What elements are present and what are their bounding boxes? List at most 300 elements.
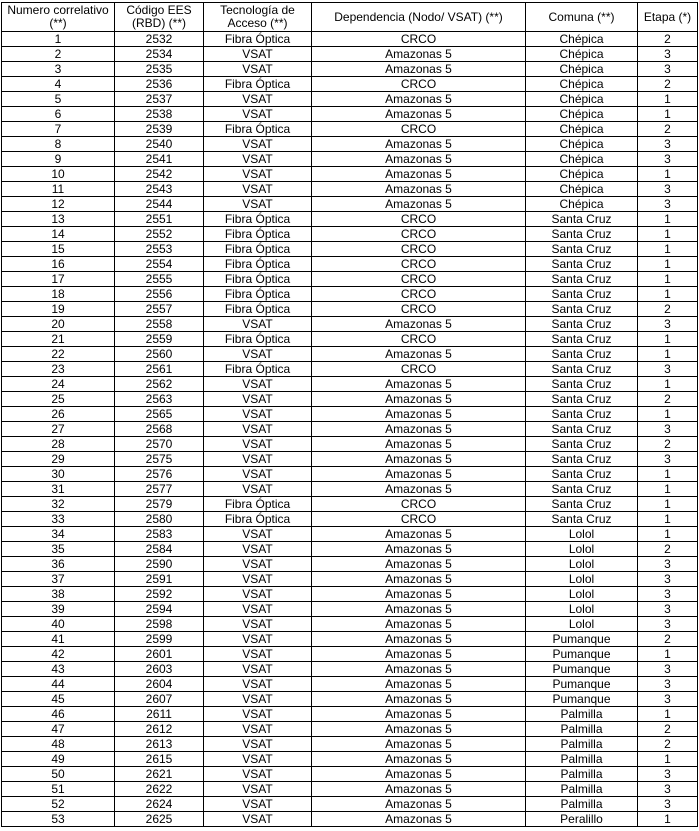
table-row bbox=[2, 77, 698, 92]
cell-codigo: 2536 bbox=[115, 77, 204, 92]
cell-dependencia: Amazonas 5 bbox=[312, 557, 526, 572]
table-row bbox=[2, 212, 698, 227]
table-row bbox=[2, 767, 698, 782]
cell-comuna: Santa Cruz bbox=[526, 482, 638, 497]
cell-etapa: 2 bbox=[638, 392, 698, 407]
cell-tecnologia: VSAT bbox=[204, 317, 312, 332]
cell-numero: 21 bbox=[2, 332, 115, 347]
cell-codigo: 2583 bbox=[115, 527, 204, 542]
cell-dependencia: Amazonas 5 bbox=[312, 317, 526, 332]
cell-numero: 34 bbox=[2, 527, 115, 542]
cell-comuna: Lolol bbox=[526, 617, 638, 632]
cell-tecnologia: VSAT bbox=[204, 392, 312, 407]
cell-tecnologia: VSAT bbox=[204, 677, 312, 692]
cell-dependencia: Amazonas 5 bbox=[312, 647, 526, 662]
cell-comuna: Santa Cruz bbox=[526, 497, 638, 512]
cell-codigo: 2558 bbox=[115, 317, 204, 332]
cell-numero: 8 bbox=[2, 137, 115, 152]
cell-comuna: Lolol bbox=[526, 542, 638, 557]
cell-numero: 28 bbox=[2, 437, 115, 452]
cell-etapa: 3 bbox=[638, 362, 698, 377]
cell-numero: 46 bbox=[2, 707, 115, 722]
cell-dependencia: Amazonas 5 bbox=[312, 167, 526, 182]
cell-etapa: 2 bbox=[638, 632, 698, 647]
cell-comuna: Chépica bbox=[526, 152, 638, 167]
cell-dependencia: CRCO bbox=[312, 302, 526, 317]
table-row bbox=[2, 692, 698, 707]
table-row bbox=[2, 467, 698, 482]
cell-etapa: 1 bbox=[638, 647, 698, 662]
cell-numero: 6 bbox=[2, 107, 115, 122]
cell-numero: 40 bbox=[2, 617, 115, 632]
cell-tecnologia: Fibra Óptica bbox=[204, 242, 312, 257]
cell-tecnologia: VSAT bbox=[204, 437, 312, 452]
cell-etapa: 3 bbox=[638, 422, 698, 437]
cell-numero: 7 bbox=[2, 122, 115, 137]
cell-codigo: 2598 bbox=[115, 617, 204, 632]
cell-dependencia: CRCO bbox=[312, 362, 526, 377]
cell-numero: 41 bbox=[2, 632, 115, 647]
cell-numero: 49 bbox=[2, 752, 115, 767]
cell-dependencia: Amazonas 5 bbox=[312, 92, 526, 107]
table-row bbox=[2, 617, 698, 632]
cell-numero: 36 bbox=[2, 557, 115, 572]
cell-codigo: 2556 bbox=[115, 287, 204, 302]
cell-tecnologia: Fibra Óptica bbox=[204, 332, 312, 347]
cell-tecnologia: VSAT bbox=[204, 542, 312, 557]
table-row bbox=[2, 557, 698, 572]
cell-tecnologia: Fibra Óptica bbox=[204, 287, 312, 302]
cell-codigo: 2535 bbox=[115, 62, 204, 77]
cell-codigo: 2622 bbox=[115, 782, 204, 797]
cell-comuna: Palmilla bbox=[526, 767, 638, 782]
cell-dependencia: Amazonas 5 bbox=[312, 407, 526, 422]
cell-comuna: Pumanque bbox=[526, 647, 638, 662]
table-row bbox=[2, 722, 698, 737]
cell-etapa: 1 bbox=[638, 332, 698, 347]
cell-dependencia: CRCO bbox=[312, 32, 526, 47]
cell-comuna: Santa Cruz bbox=[526, 302, 638, 317]
cell-codigo: 2604 bbox=[115, 677, 204, 692]
table-row bbox=[2, 392, 698, 407]
cell-etapa: 1 bbox=[638, 107, 698, 122]
cell-dependencia: CRCO bbox=[312, 332, 526, 347]
cell-etapa: 3 bbox=[638, 452, 698, 467]
cell-etapa: 1 bbox=[638, 707, 698, 722]
cell-dependencia: Amazonas 5 bbox=[312, 392, 526, 407]
cell-dependencia: Amazonas 5 bbox=[312, 632, 526, 647]
cell-dependencia: Amazonas 5 bbox=[312, 527, 526, 542]
cell-dependencia: Amazonas 5 bbox=[312, 767, 526, 782]
table-row bbox=[2, 152, 698, 167]
cell-tecnologia: VSAT bbox=[204, 797, 312, 812]
cell-codigo: 2553 bbox=[115, 242, 204, 257]
table-row bbox=[2, 797, 698, 812]
cell-codigo: 2599 bbox=[115, 632, 204, 647]
cell-dependencia: CRCO bbox=[312, 242, 526, 257]
cell-dependencia: Amazonas 5 bbox=[312, 137, 526, 152]
cell-tecnologia: Fibra Óptica bbox=[204, 32, 312, 47]
cell-codigo: 2562 bbox=[115, 377, 204, 392]
cell-comuna: Santa Cruz bbox=[526, 392, 638, 407]
cell-etapa: 1 bbox=[638, 92, 698, 107]
cell-etapa: 2 bbox=[638, 122, 698, 137]
cell-tecnologia: VSAT bbox=[204, 692, 312, 707]
cell-tecnologia: VSAT bbox=[204, 752, 312, 767]
cell-comuna: Santa Cruz bbox=[526, 512, 638, 527]
cell-etapa: 1 bbox=[638, 407, 698, 422]
cell-dependencia: CRCO bbox=[312, 512, 526, 527]
cell-etapa: 1 bbox=[638, 482, 698, 497]
cell-codigo: 2576 bbox=[115, 467, 204, 482]
table-body bbox=[2, 32, 698, 827]
cell-codigo: 2565 bbox=[115, 407, 204, 422]
cell-etapa: 3 bbox=[638, 617, 698, 632]
cell-codigo: 2577 bbox=[115, 482, 204, 497]
header-numero-correlativo: Numero correlativo (**) bbox=[2, 3, 115, 32]
table-row bbox=[2, 332, 698, 347]
cell-numero: 26 bbox=[2, 407, 115, 422]
cell-dependencia: CRCO bbox=[312, 272, 526, 287]
cell-etapa: 3 bbox=[638, 782, 698, 797]
cell-numero: 39 bbox=[2, 602, 115, 617]
cell-comuna: Pumanque bbox=[526, 662, 638, 677]
cell-etapa: 1 bbox=[638, 257, 698, 272]
cell-dependencia: Amazonas 5 bbox=[312, 812, 526, 827]
cell-etapa: 1 bbox=[638, 347, 698, 362]
table-row bbox=[2, 497, 698, 512]
cell-comuna: Santa Cruz bbox=[526, 407, 638, 422]
cell-dependencia: Amazonas 5 bbox=[312, 47, 526, 62]
cell-comuna: Chépica bbox=[526, 47, 638, 62]
cell-dependencia: Amazonas 5 bbox=[312, 107, 526, 122]
cell-tecnologia: VSAT bbox=[204, 482, 312, 497]
cell-tecnologia: Fibra Óptica bbox=[204, 272, 312, 287]
cell-codigo: 2570 bbox=[115, 437, 204, 452]
cell-numero: 33 bbox=[2, 512, 115, 527]
cell-numero: 24 bbox=[2, 377, 115, 392]
cell-codigo: 2534 bbox=[115, 47, 204, 62]
cell-codigo: 2612 bbox=[115, 722, 204, 737]
cell-comuna: Lolol bbox=[526, 557, 638, 572]
cell-dependencia: Amazonas 5 bbox=[312, 752, 526, 767]
cell-dependencia: Amazonas 5 bbox=[312, 707, 526, 722]
table-row bbox=[2, 632, 698, 647]
cell-comuna: Peralillo bbox=[526, 812, 638, 827]
cell-comuna: Santa Cruz bbox=[526, 452, 638, 467]
cell-dependencia: Amazonas 5 bbox=[312, 467, 526, 482]
cell-tecnologia: Fibra Óptica bbox=[204, 122, 312, 137]
cell-numero: 11 bbox=[2, 182, 115, 197]
cell-dependencia: Amazonas 5 bbox=[312, 482, 526, 497]
cell-comuna: Santa Cruz bbox=[526, 287, 638, 302]
cell-tecnologia: VSAT bbox=[204, 812, 312, 827]
cell-tecnologia: VSAT bbox=[204, 167, 312, 182]
cell-dependencia: CRCO bbox=[312, 287, 526, 302]
cell-comuna: Lolol bbox=[526, 587, 638, 602]
table-row bbox=[2, 182, 698, 197]
cell-etapa: 1 bbox=[638, 242, 698, 257]
table-row bbox=[2, 422, 698, 437]
table-row bbox=[2, 272, 698, 287]
table-row bbox=[2, 137, 698, 152]
cell-codigo: 2557 bbox=[115, 302, 204, 317]
cell-codigo: 2579 bbox=[115, 497, 204, 512]
cell-numero: 18 bbox=[2, 287, 115, 302]
cell-tecnologia: Fibra Óptica bbox=[204, 212, 312, 227]
table-row bbox=[2, 677, 698, 692]
cell-tecnologia: Fibra Óptica bbox=[204, 302, 312, 317]
cell-comuna: Santa Cruz bbox=[526, 272, 638, 287]
cell-tecnologia: VSAT bbox=[204, 722, 312, 737]
table-row bbox=[2, 542, 698, 557]
cell-codigo: 2554 bbox=[115, 257, 204, 272]
cell-numero: 29 bbox=[2, 452, 115, 467]
cell-etapa: 3 bbox=[638, 317, 698, 332]
cell-numero: 16 bbox=[2, 257, 115, 272]
table-row bbox=[2, 602, 698, 617]
cell-tecnologia: VSAT bbox=[204, 62, 312, 77]
cell-tecnologia: Fibra Óptica bbox=[204, 77, 312, 92]
cell-etapa: 1 bbox=[638, 287, 698, 302]
cell-etapa: 1 bbox=[638, 272, 698, 287]
cell-codigo: 2591 bbox=[115, 572, 204, 587]
table-row bbox=[2, 107, 698, 122]
table-row bbox=[2, 377, 698, 392]
cell-tecnologia: VSAT bbox=[204, 632, 312, 647]
table-row bbox=[2, 707, 698, 722]
cell-etapa: 2 bbox=[638, 32, 698, 47]
cell-numero: 43 bbox=[2, 662, 115, 677]
cell-etapa: 3 bbox=[638, 47, 698, 62]
cell-comuna: Pumanque bbox=[526, 677, 638, 692]
cell-comuna: Santa Cruz bbox=[526, 362, 638, 377]
cell-comuna: Santa Cruz bbox=[526, 347, 638, 362]
cell-comuna: Chépica bbox=[526, 32, 638, 47]
cell-codigo: 2563 bbox=[115, 392, 204, 407]
cell-tecnologia: VSAT bbox=[204, 662, 312, 677]
cell-tecnologia: VSAT bbox=[204, 647, 312, 662]
cell-numero: 17 bbox=[2, 272, 115, 287]
cell-dependencia: Amazonas 5 bbox=[312, 797, 526, 812]
cell-numero: 5 bbox=[2, 92, 115, 107]
cell-numero: 30 bbox=[2, 467, 115, 482]
cell-numero: 3 bbox=[2, 62, 115, 77]
cell-etapa: 1 bbox=[638, 467, 698, 482]
cell-numero: 20 bbox=[2, 317, 115, 332]
cell-dependencia: Amazonas 5 bbox=[312, 377, 526, 392]
cell-tecnologia: VSAT bbox=[204, 47, 312, 62]
cell-dependencia: Amazonas 5 bbox=[312, 617, 526, 632]
cell-etapa: 3 bbox=[638, 62, 698, 77]
cell-comuna: Chépica bbox=[526, 122, 638, 137]
cell-etapa: 1 bbox=[638, 212, 698, 227]
cell-comuna: Palmilla bbox=[526, 737, 638, 752]
cell-dependencia: Amazonas 5 bbox=[312, 182, 526, 197]
cell-codigo: 2539 bbox=[115, 122, 204, 137]
cell-comuna: Palmilla bbox=[526, 782, 638, 797]
cell-numero: 50 bbox=[2, 767, 115, 782]
cell-numero: 15 bbox=[2, 242, 115, 257]
cell-codigo: 2568 bbox=[115, 422, 204, 437]
cell-codigo: 2537 bbox=[115, 92, 204, 107]
cell-tecnologia: VSAT bbox=[204, 377, 312, 392]
cell-codigo: 2592 bbox=[115, 587, 204, 602]
cell-numero: 19 bbox=[2, 302, 115, 317]
cell-etapa: 1 bbox=[638, 167, 698, 182]
cell-dependencia: Amazonas 5 bbox=[312, 152, 526, 167]
cell-etapa: 1 bbox=[638, 752, 698, 767]
table-row bbox=[2, 407, 698, 422]
cell-codigo: 2603 bbox=[115, 662, 204, 677]
cell-dependencia: Amazonas 5 bbox=[312, 197, 526, 212]
cell-etapa: 3 bbox=[638, 662, 698, 677]
cell-codigo: 2541 bbox=[115, 152, 204, 167]
cell-codigo: 2559 bbox=[115, 332, 204, 347]
cell-comuna: Santa Cruz bbox=[526, 257, 638, 272]
cell-tecnologia: VSAT bbox=[204, 572, 312, 587]
cell-tecnologia: VSAT bbox=[204, 617, 312, 632]
table-row bbox=[2, 482, 698, 497]
cell-comuna: Chépica bbox=[526, 167, 638, 182]
table-row bbox=[2, 242, 698, 257]
cell-codigo: 2540 bbox=[115, 137, 204, 152]
cell-dependencia: CRCO bbox=[312, 122, 526, 137]
cell-codigo: 2532 bbox=[115, 32, 204, 47]
cell-etapa: 3 bbox=[638, 572, 698, 587]
cell-dependencia: Amazonas 5 bbox=[312, 737, 526, 752]
cell-codigo: 2625 bbox=[115, 812, 204, 827]
cell-comuna: Chépica bbox=[526, 107, 638, 122]
cell-etapa: 2 bbox=[638, 77, 698, 92]
cell-dependencia: Amazonas 5 bbox=[312, 782, 526, 797]
cell-codigo: 2543 bbox=[115, 182, 204, 197]
table-row bbox=[2, 122, 698, 137]
cell-codigo: 2607 bbox=[115, 692, 204, 707]
cell-codigo: 2601 bbox=[115, 647, 204, 662]
cell-numero: 44 bbox=[2, 677, 115, 692]
cell-numero: 42 bbox=[2, 647, 115, 662]
table-row bbox=[2, 662, 698, 677]
cell-numero: 25 bbox=[2, 392, 115, 407]
cell-numero: 32 bbox=[2, 497, 115, 512]
cell-etapa: 3 bbox=[638, 587, 698, 602]
cell-dependencia: CRCO bbox=[312, 497, 526, 512]
cell-comuna: Chépica bbox=[526, 92, 638, 107]
table-row bbox=[2, 452, 698, 467]
cell-tecnologia: VSAT bbox=[204, 527, 312, 542]
cell-tecnologia: VSAT bbox=[204, 137, 312, 152]
table-row bbox=[2, 647, 698, 662]
cell-tecnologia: Fibra Óptica bbox=[204, 227, 312, 242]
cell-numero: 4 bbox=[2, 77, 115, 92]
cell-codigo: 2542 bbox=[115, 167, 204, 182]
cell-comuna: Santa Cruz bbox=[526, 422, 638, 437]
cell-etapa: 2 bbox=[638, 542, 698, 557]
cell-etapa: 3 bbox=[638, 182, 698, 197]
cell-etapa: 1 bbox=[638, 527, 698, 542]
cell-tecnologia: Fibra Óptica bbox=[204, 497, 312, 512]
cell-etapa: 1 bbox=[638, 812, 698, 827]
cell-numero: 22 bbox=[2, 347, 115, 362]
table-row bbox=[2, 167, 698, 182]
cell-comuna: Lolol bbox=[526, 572, 638, 587]
cell-codigo: 2538 bbox=[115, 107, 204, 122]
cell-comuna: Pumanque bbox=[526, 632, 638, 647]
cell-codigo: 2613 bbox=[115, 737, 204, 752]
cell-numero: 38 bbox=[2, 587, 115, 602]
cell-dependencia: CRCO bbox=[312, 77, 526, 92]
cell-comuna: Santa Cruz bbox=[526, 377, 638, 392]
cell-numero: 47 bbox=[2, 722, 115, 737]
cell-comuna: Santa Cruz bbox=[526, 212, 638, 227]
header-codigo-ees: Código EES (RBD) (**) bbox=[115, 3, 204, 32]
table-row bbox=[2, 572, 698, 587]
cell-tecnologia: VSAT bbox=[204, 347, 312, 362]
cell-comuna: Lolol bbox=[526, 527, 638, 542]
cell-etapa: 3 bbox=[638, 692, 698, 707]
table-row bbox=[2, 62, 698, 77]
cell-comuna: Chépica bbox=[526, 182, 638, 197]
cell-codigo: 2584 bbox=[115, 542, 204, 557]
cell-codigo: 2575 bbox=[115, 452, 204, 467]
cell-dependencia: CRCO bbox=[312, 227, 526, 242]
cell-codigo: 2561 bbox=[115, 362, 204, 377]
table-row bbox=[2, 227, 698, 242]
cell-dependencia: CRCO bbox=[312, 212, 526, 227]
cell-tecnologia: VSAT bbox=[204, 587, 312, 602]
table-row bbox=[2, 257, 698, 272]
header-comuna: Comuna (**) bbox=[526, 3, 638, 32]
cell-tecnologia: Fibra Óptica bbox=[204, 512, 312, 527]
table-row bbox=[2, 527, 698, 542]
cell-tecnologia: VSAT bbox=[204, 407, 312, 422]
cell-numero: 14 bbox=[2, 227, 115, 242]
schools-connectivity-table bbox=[1, 2, 698, 827]
cell-comuna: Palmilla bbox=[526, 707, 638, 722]
cell-tecnologia: VSAT bbox=[204, 182, 312, 197]
cell-tecnologia: VSAT bbox=[204, 782, 312, 797]
cell-codigo: 2580 bbox=[115, 512, 204, 527]
table-row bbox=[2, 92, 698, 107]
cell-numero: 48 bbox=[2, 737, 115, 752]
cell-comuna: Santa Cruz bbox=[526, 467, 638, 482]
cell-tecnologia: VSAT bbox=[204, 107, 312, 122]
cell-tecnologia: VSAT bbox=[204, 152, 312, 167]
cell-etapa: 3 bbox=[638, 197, 698, 212]
cell-comuna: Chépica bbox=[526, 62, 638, 77]
header-etapa: Etapa (*) bbox=[638, 3, 698, 32]
cell-numero: 53 bbox=[2, 812, 115, 827]
cell-comuna: Santa Cruz bbox=[526, 332, 638, 347]
cell-codigo: 2552 bbox=[115, 227, 204, 242]
cell-codigo: 2544 bbox=[115, 197, 204, 212]
cell-dependencia: Amazonas 5 bbox=[312, 422, 526, 437]
cell-dependencia: Amazonas 5 bbox=[312, 677, 526, 692]
table-row bbox=[2, 302, 698, 317]
cell-codigo: 2555 bbox=[115, 272, 204, 287]
cell-comuna: Palmilla bbox=[526, 797, 638, 812]
cell-etapa: 3 bbox=[638, 797, 698, 812]
cell-dependencia: Amazonas 5 bbox=[312, 572, 526, 587]
cell-dependencia: Amazonas 5 bbox=[312, 602, 526, 617]
cell-tecnologia: VSAT bbox=[204, 602, 312, 617]
cell-numero: 9 bbox=[2, 152, 115, 167]
table-row bbox=[2, 512, 698, 527]
cell-numero: 1 bbox=[2, 32, 115, 47]
cell-numero: 35 bbox=[2, 542, 115, 557]
cell-codigo: 2611 bbox=[115, 707, 204, 722]
